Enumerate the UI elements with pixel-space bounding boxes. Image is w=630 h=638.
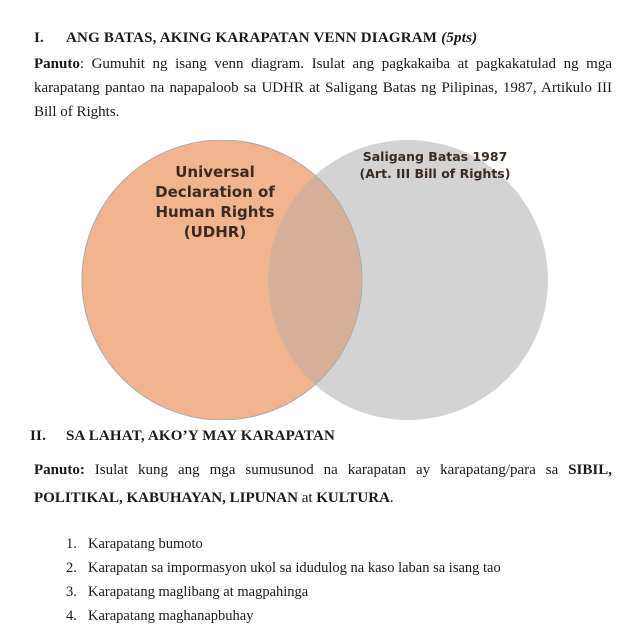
section-1-heading: [34, 30, 594, 50]
section-1-instruction: [34, 52, 612, 124]
rights-list: [58, 532, 501, 628]
list-item: 1. Karapatang bumoto: [66, 536, 203, 552]
list-item: 3. Karapatang maglibang at magpahinga: [66, 584, 309, 600]
section-2-instruction: Panuto: Isulat kung ang mga sumusunod na karapatan ay karapatang/para sa SIBIL, POLITIKAL, KABUHAYAN, LIPUNAN at KULTURA.: [34, 462, 612, 506]
section-1-number: I.: [34, 30, 44, 46]
list-item: 2. Karapatan sa impormasyon ukol sa idudulog na kaso laban sa isang tao: [66, 560, 501, 576]
list-item: 4. Karapatang maghanapbuhay: [66, 608, 254, 624]
section-1-points: (5pts): [441, 30, 478, 46]
categories: SIBIL, POLITIKAL, KABUHAYAN, LIPUNAN: [34, 462, 612, 506]
last-category: KULTURA: [316, 490, 390, 506]
udhr-label: Universal Declaration of Human Rights (UDHR): [155, 163, 275, 241]
section-2-heading: [30, 428, 590, 448]
instruction-label: Panuto: [34, 56, 80, 72]
saligang-batas-label: Saligang Batas 1987 (Art. III Bill of Rights): [359, 149, 511, 181]
instruction-text: : Gumuhit ng isang venn diagram. Isulat ang pagkakaiba at pagkakatulad ng mga karapatang pantao na napapaloob sa UDHR at Saligang Batas ng Pilipinas, 1987, Artikulo III Bill of Rights.: [34, 56, 612, 120]
section-1-title: ANG BATAS, AKING KARAPATAN VENN DIAGRAM: [66, 30, 438, 46]
section-2-title: SA LAHAT, AKO’Y MAY KARAPATAN: [66, 428, 336, 444]
venn-diagram: [80, 140, 560, 420]
section-2-number: II.: [30, 428, 47, 444]
instruction-2-label: Panuto:: [34, 462, 85, 478]
